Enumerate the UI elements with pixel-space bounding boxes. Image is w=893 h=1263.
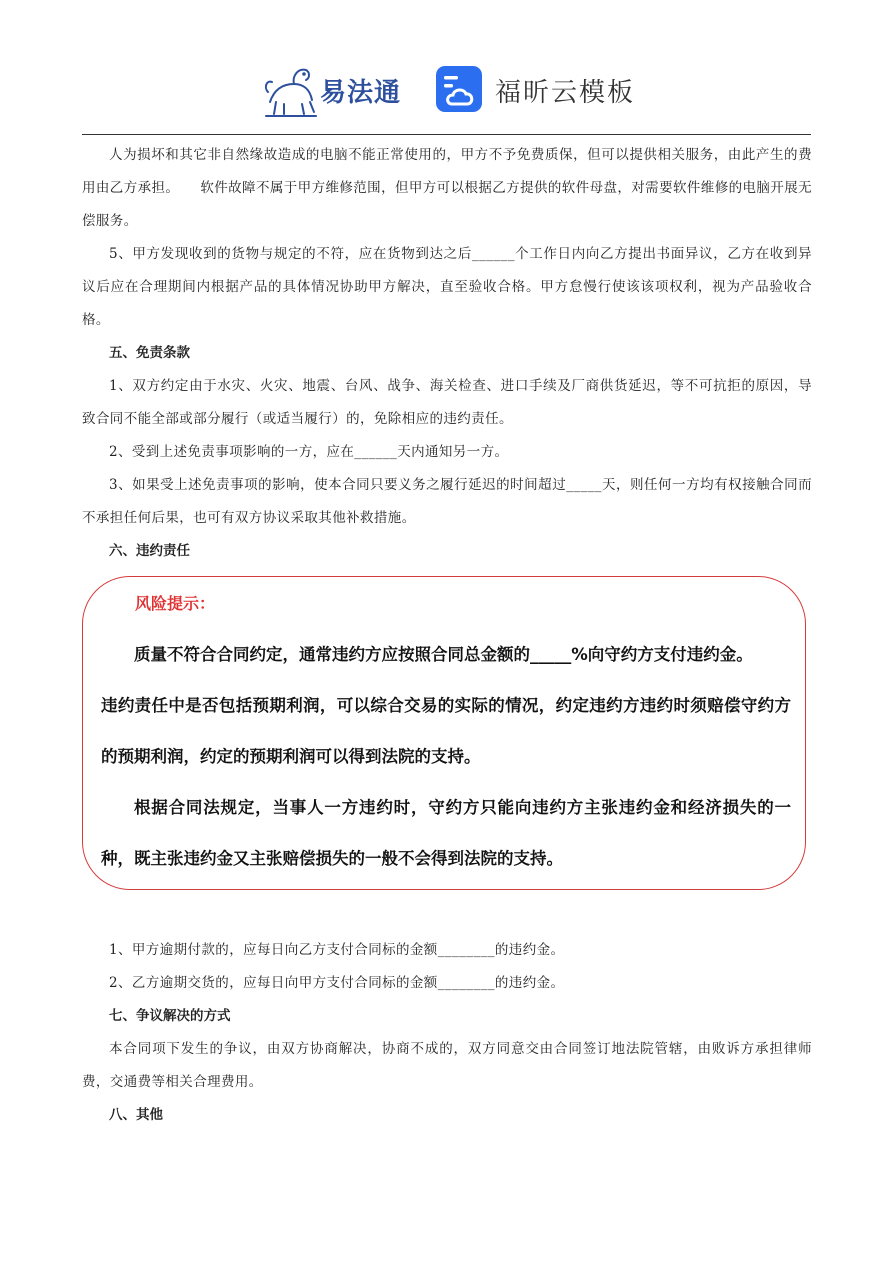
- risk-tip-body: [101, 629, 791, 884]
- risk-tip-paragraph: 质量不符合合同约定，通常违约方应按照合同总金额的_____%向守约方支付违约金。: [134, 645, 753, 664]
- logo2-text: 福昕云模板: [495, 78, 636, 108]
- paragraph-notice: 2、受到上述免责事项影响的一方，应在______天内通知另一方。: [109, 444, 509, 460]
- page-header: [0, 58, 893, 128]
- section-heading-8: 八、其他: [109, 1107, 163, 1123]
- yifatong-logo: [262, 62, 412, 118]
- paragraph-delay: 3、如果受上述免责事项的影响，使本合同只要义务之履行延迟的时间超过_____天，则任何一方均有权接触合同而不承担任何后果，也可有双方协议采取其他补救措施。: [82, 477, 812, 526]
- section-heading-5: 五、免责条款: [109, 345, 190, 361]
- document-body-bottom: [82, 934, 812, 1132]
- risk-tip-title: 风险提示：: [135, 594, 216, 613]
- paragraph-dispute: 本合同项下发生的争议，由双方协商解决，协商不成的，双方同意交由合同签订地法院管辖，由败诉方承担律师费，交通费等相关合理费用。: [82, 1041, 812, 1090]
- paragraph-warranty: 人为损坏和其它非自然缘故造成的电脑不能正常使用的，甲方不予免费质保，但可以提供相关服务，由此产生的费用由乙方承担。 软件故障不属于甲方维修范围，但甲方可以根据乙方提供的软件母盘，对需要软件维修的电脑开展无偿服务。: [82, 147, 812, 229]
- risk-tip-paragraph: 违约责任中是否包括预期利润，可以综合交易的实际的情况，约定违约方违约时须赔偿守约方的预期利润，约定的预期利润可以得到法院的支持。: [101, 696, 791, 766]
- foxit-cloud-icon: [434, 64, 484, 114]
- logo1-text: 易法通: [320, 78, 402, 108]
- paragraph-inspection: 5、甲方发现收到的货物与规定的不符，应在货物到达之后______个工作日内向乙方提出书面异议，乙方在收到异议后应在合理期间内根据产品的具体情况协助甲方解决，直至验收合格。甲方怠慢行使该该项权利，视为产品验收合格。: [82, 246, 812, 328]
- document-body-top: [82, 139, 812, 568]
- paragraph-late-delivery: 2、乙方逾期交货的，应每日向甲方支付合同标的金额________的违约金。: [109, 975, 565, 991]
- section-heading-6: 六、违约责任: [109, 543, 190, 559]
- risk-tip-box: [82, 576, 806, 890]
- paragraph-late-payment: 1、甲方逾期付款的，应每日向乙方支付合同标的金额________的违约金。: [109, 942, 565, 958]
- risk-tip-paragraph: 根据合同法规定，当事人一方违约时，守约方只能向违约方主张违约金和经济损失的一种，既主张违约金又主张赔偿损失的一般不会得到法院的支持。: [101, 798, 791, 868]
- section-heading-7: 七、争议解决的方式: [109, 1008, 231, 1024]
- qilin-icon: [262, 62, 320, 118]
- header-divider: [82, 134, 811, 135]
- paragraph-force-majeure: 1、双方约定由于水灾、火灾、地震、台风、战争、海关检查、进口手续及厂商供货延迟，等不可抗拒的原因，导致合同不能全部或部分履行（或适当履行）的，免除相应的违约责任。: [82, 378, 812, 427]
